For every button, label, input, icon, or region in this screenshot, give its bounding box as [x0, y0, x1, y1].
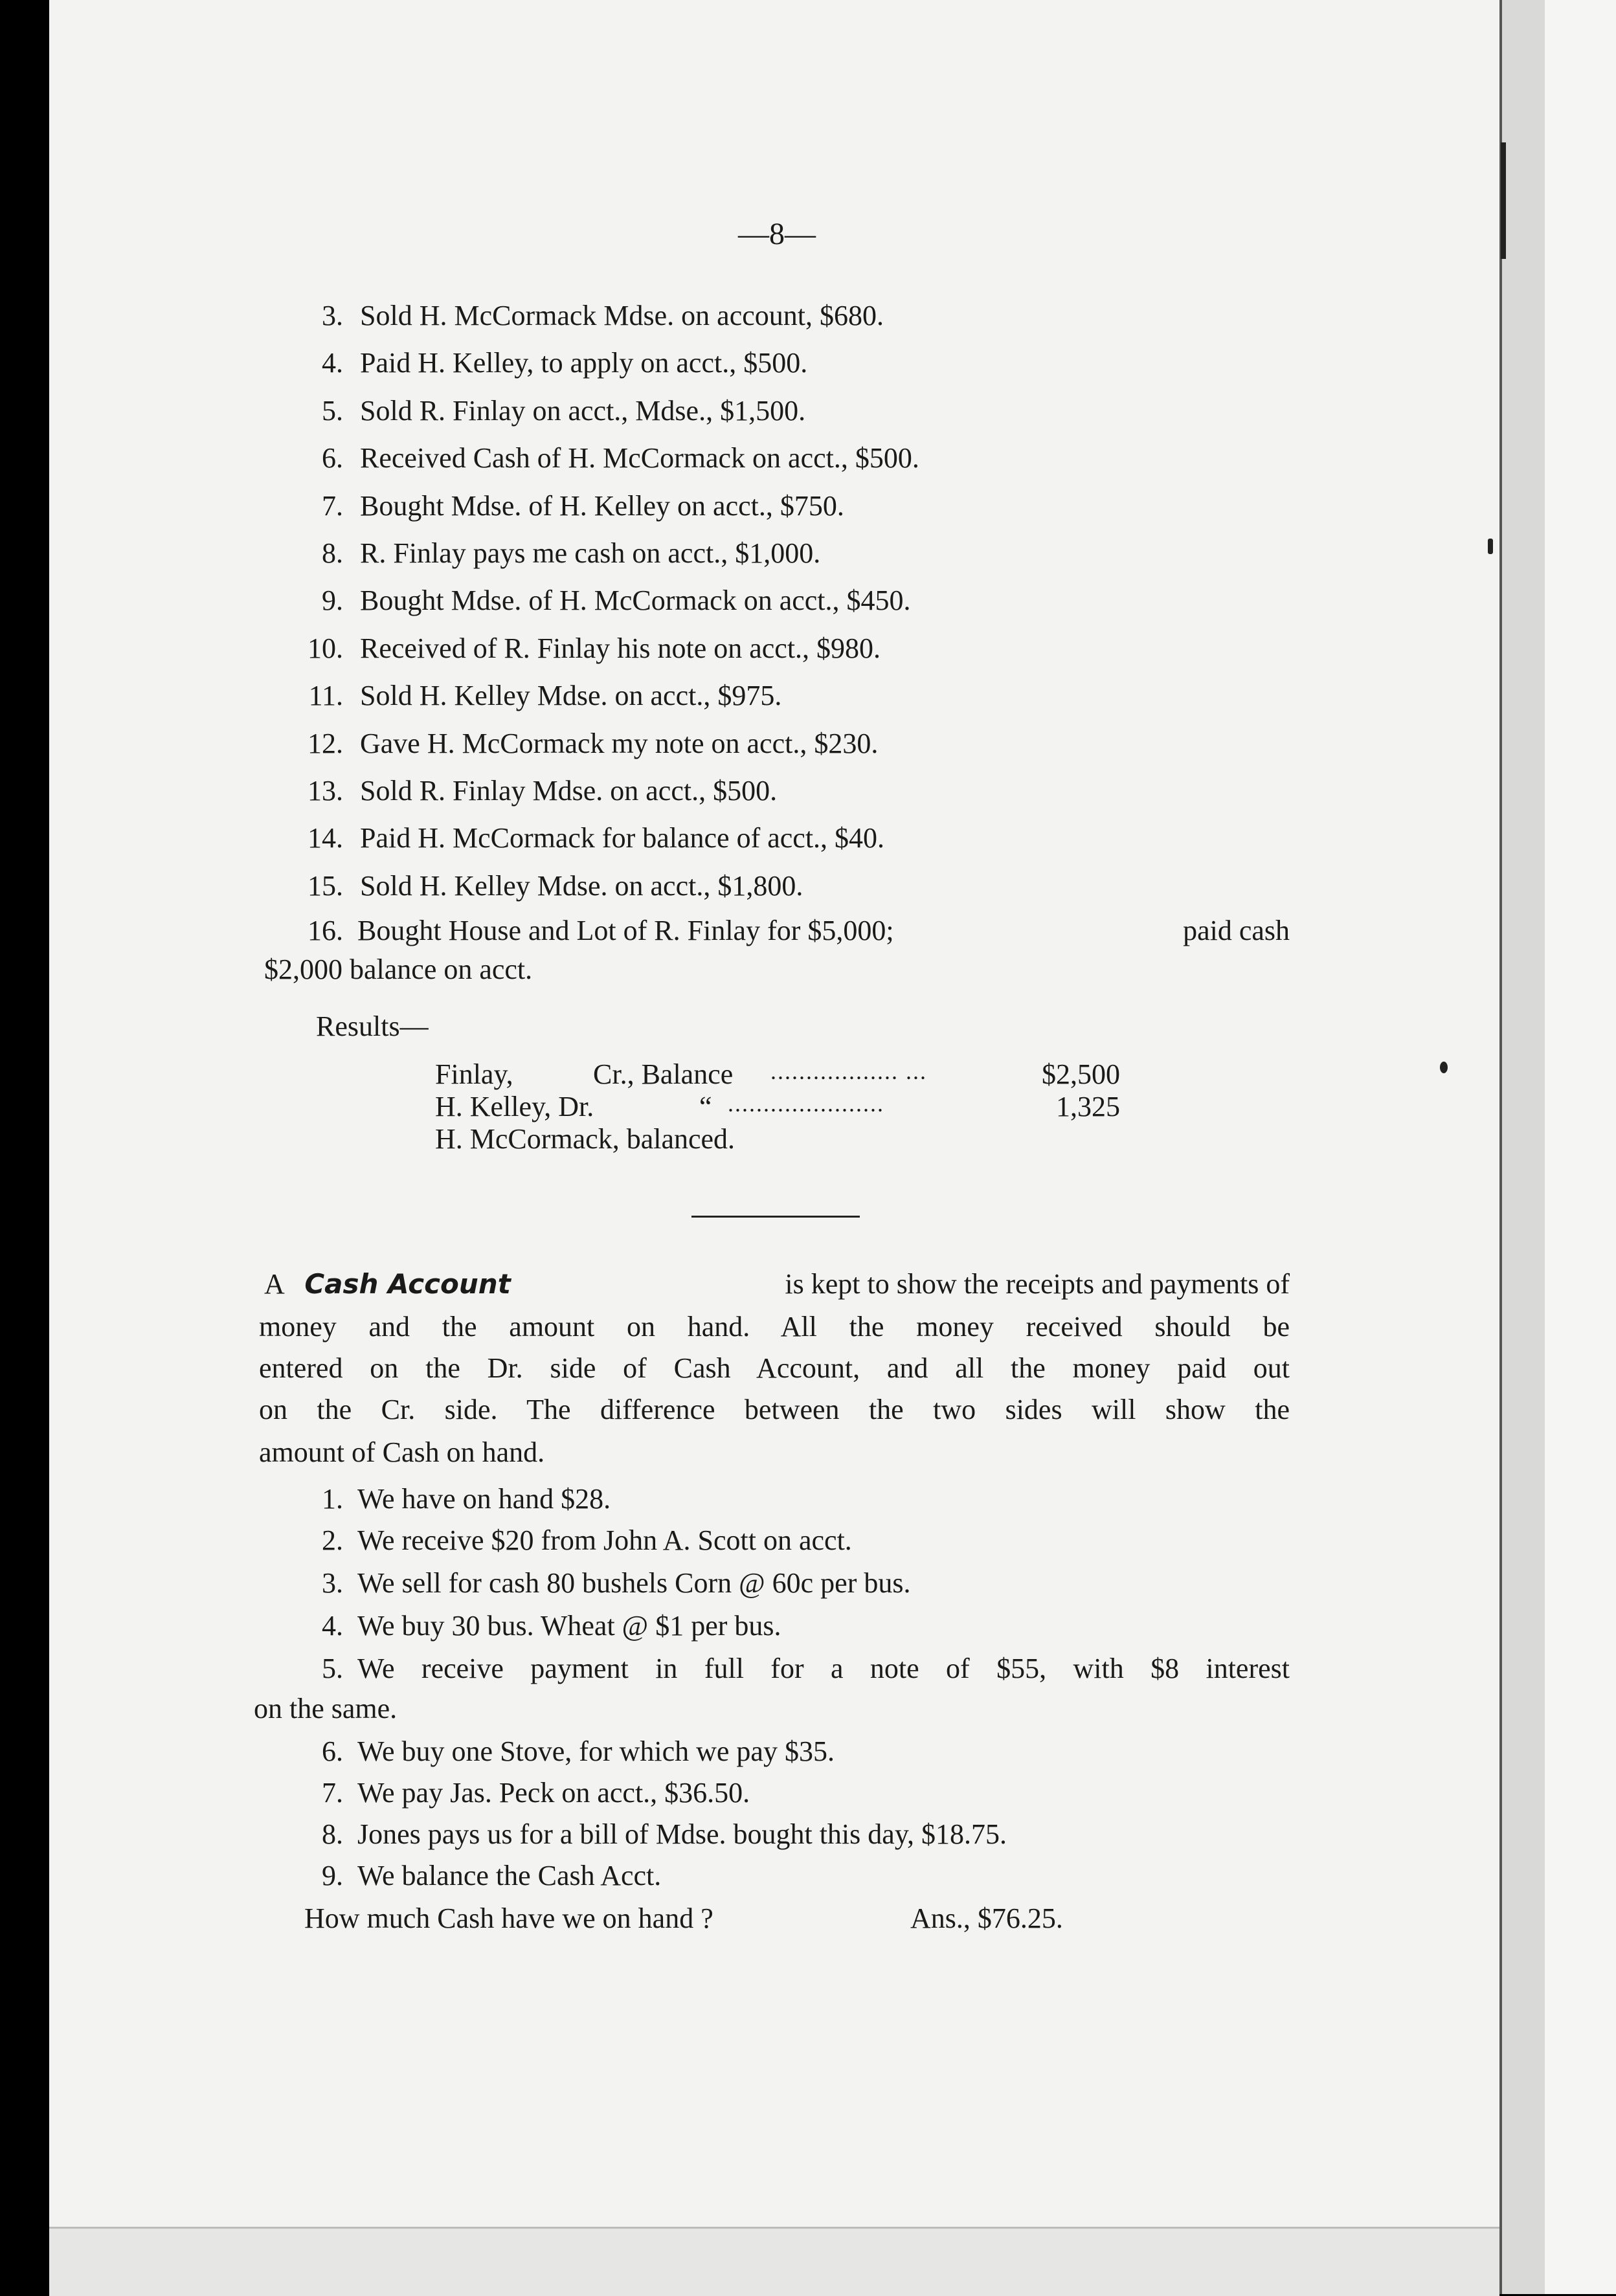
ledger-entry: Sold H. Kelley Mdse. on acct., $1,800.	[360, 870, 803, 902]
cash-intro-line: money and the amount on hand. All the money received should be	[259, 1311, 1290, 1343]
cash-item-number: 8.	[322, 1818, 343, 1850]
results-heading: Results—	[316, 1010, 429, 1042]
result-amount: 1,325	[1056, 1091, 1120, 1122]
cash-intro-line: on the Cr. side. The difference between the two sides will show the	[259, 1394, 1290, 1425]
ledger-entry: R. Finlay pays me cash on acct., $1,000.	[360, 537, 821, 569]
cash-item-number: 5.	[322, 1653, 343, 1684]
ledger-entry: Bought Mdse. of H. Kelley on acct., $750.	[360, 490, 844, 522]
entry-number: 9.	[322, 585, 343, 616]
entry-number: 3.	[322, 300, 343, 331]
result-name: H. Kelley, Dr.	[435, 1091, 594, 1122]
ledger-entry: Received Cash of H. McCormack on acct., $500.	[360, 442, 919, 474]
cash-item: Jones pays us for a bill of Mdse. bought this day, $18.75.	[357, 1818, 1007, 1850]
ledger-entry: Sold R. Finlay on acct., Mdse., $1,500.	[360, 395, 806, 427]
ledger-entry: Sold H. Kelley Mdse. on acct., $975.	[360, 680, 782, 711]
entry-number: 16.	[308, 915, 343, 946]
entry-number: 12.	[308, 728, 343, 759]
cash-intro-rest: is kept to show the receipts and payments of	[785, 1268, 1290, 1300]
ink-speck	[1488, 539, 1493, 554]
result-side: “	[699, 1091, 712, 1122]
entry-16-line-1	[357, 914, 1290, 947]
entry-number: 11.	[308, 680, 343, 711]
cash-item-number: 7.	[322, 1777, 343, 1809]
cash-item-number: 1.	[322, 1483, 343, 1515]
page	[49, 0, 1499, 2294]
ledger-entry: Bought Mdse. of H. McCormack on acct., $450.	[360, 585, 911, 616]
cash-item: We buy one Stove, for which we pay $35.	[357, 1735, 835, 1767]
binding-mark	[1501, 142, 1506, 259]
result-leader-dots: ......................	[728, 1091, 884, 1117]
cash-item-number: 6.	[322, 1735, 343, 1767]
cash-intro-last-line: amount of Cash on hand.	[259, 1436, 545, 1468]
entry-number: 14.	[308, 822, 343, 854]
cash-intro-lead: A	[264, 1268, 284, 1300]
cash-intro-line-1	[264, 1267, 1290, 1300]
ledger-entry: Sold R. Finlay Mdse. on acct., $500.	[360, 775, 778, 807]
ledger-entry: Paid H. McCormack for balance of acct., $40.	[360, 822, 885, 854]
entry-number: 8.	[322, 537, 343, 569]
entry-number: 7.	[322, 490, 343, 522]
cash-item: We balance the Cash Acct.	[357, 1860, 662, 1891]
entry-number: 5.	[322, 395, 343, 427]
answer: Ans., $76.25.	[910, 1902, 1063, 1934]
cash-item: We pay Jas. Peck on acct., $36.50.	[357, 1777, 750, 1809]
entry-number: 13.	[308, 775, 343, 807]
result-name: H. McCormack, balanced.	[435, 1123, 735, 1155]
cash-item: We have on hand $28.	[357, 1483, 611, 1515]
result-amount: $2,500	[1042, 1058, 1120, 1090]
entry-16-text-a: Bought House and Lot of R. Finlay for $5,000;	[357, 915, 894, 946]
cash-item: We receive payment in full for a note of $55, with $8 interest	[357, 1653, 1290, 1684]
entry-number: 15.	[308, 870, 343, 902]
result-leader-dots: .................. ...	[770, 1058, 927, 1084]
cash-account-term: Cash Account	[304, 1268, 511, 1300]
page-bottom-edge	[49, 2227, 1499, 2296]
question: How much Cash have we on hand ?	[304, 1902, 713, 1934]
cash-item-number: 3.	[322, 1567, 343, 1599]
adjacent-page-edge	[1545, 0, 1616, 2294]
cash-item: We buy 30 bus. Wheat @ $1 per bus.	[357, 1610, 781, 1642]
cash-item-number: 2.	[322, 1524, 343, 1556]
ink-speck	[1440, 1062, 1448, 1073]
cash-item: We sell for cash 80 bushels Corn @ 60c per bus.	[357, 1567, 911, 1599]
cash-intro-line: entered on the Dr. side of Cash Account, and all the money paid out	[259, 1352, 1290, 1384]
ledger-entry: Paid H. Kelley, to apply on acct., $500.	[360, 347, 808, 379]
section-divider	[691, 1216, 860, 1218]
ledger-entry: Received of R. Finlay his note on acct., $980.	[360, 632, 881, 664]
binding-strip	[1499, 0, 1547, 2294]
cash-intro-lead-group	[264, 1267, 511, 1300]
entry-number: 4.	[322, 347, 343, 379]
cash-item: We receive $20 from John A. Scott on acct.	[357, 1524, 852, 1556]
cash-item-number: 4.	[322, 1610, 343, 1642]
ledger-entry: Sold H. McCormack Mdse. on account, $680.	[360, 300, 884, 331]
entry-number: 6.	[322, 442, 343, 474]
result-name: Finlay,	[435, 1058, 513, 1090]
ledger-entry: Gave H. McCormack my note on acct., $230.	[360, 728, 879, 759]
cash-item-continuation: on the same.	[254, 1693, 398, 1724]
cash-item-number: 9.	[322, 1860, 343, 1891]
page-number: —8—	[738, 217, 816, 251]
entry-16-text-b: paid cash	[1183, 915, 1290, 946]
result-side: Cr., Balance	[593, 1058, 734, 1090]
entry-number: 10.	[308, 632, 343, 664]
entry-16-line-2: $2,000 balance on acct.	[264, 953, 533, 985]
